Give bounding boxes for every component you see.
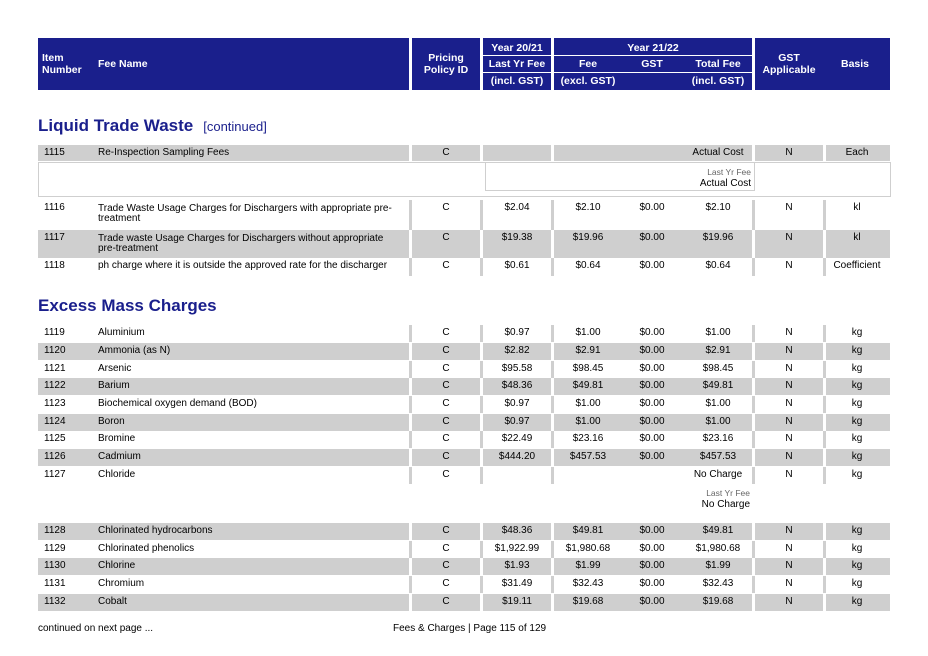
cell-last-yr-fee: $0.61 <box>504 260 530 271</box>
cell-total-fee: $1.99 <box>705 560 731 571</box>
cell-policy: C <box>442 433 450 444</box>
cell-last-yr-fee: $2.04 <box>504 202 530 213</box>
cell-basis: kg <box>851 451 863 462</box>
cell-gst: $0.00 <box>639 232 665 243</box>
cell-fee: $49.81 <box>572 525 604 536</box>
header-rule <box>554 72 752 73</box>
cell-gst: $0.00 <box>639 202 665 213</box>
cell-policy: C <box>442 363 450 374</box>
cell-fee-name: Aluminium <box>98 327 145 338</box>
cell-item: 1119 <box>44 327 65 338</box>
cell-last-yr-fee: $19.11 <box>502 596 532 607</box>
cell-policy: C <box>442 416 450 427</box>
cell-gst: $0.00 <box>639 327 665 338</box>
cell-basis: kg <box>851 525 863 536</box>
cell-fee: $1.00 <box>575 327 601 338</box>
cell-policy: C <box>442 543 450 554</box>
cell-total-fee: $19.96 <box>702 232 734 243</box>
cell-basis: Coefficient <box>833 260 881 271</box>
cell-total-fee: $1.00 <box>705 398 731 409</box>
cell-gst-applicable: N <box>785 543 793 554</box>
cell-fee: $49.81 <box>572 380 604 391</box>
cell-fee-name: Ammonia (as N) <box>98 345 171 356</box>
cell-basis: kg <box>851 469 863 480</box>
cell-last-yr-fee: $444.20 <box>498 451 536 462</box>
cell-last-yr-fee: $31.49 <box>501 578 533 589</box>
note-label: Last Yr Fee <box>706 488 750 498</box>
cell-fee: $32.43 <box>572 578 604 589</box>
cell-item: 1129 <box>44 543 66 554</box>
table-row <box>38 431 890 448</box>
cell-item: 1124 <box>44 416 66 427</box>
header-gst: GST <box>641 58 663 70</box>
cell-fee: $2.10 <box>575 202 601 213</box>
cell-policy: C <box>442 380 450 391</box>
cell-fee: $2.91 <box>575 345 601 356</box>
cell-last-yr-fee: $19.38 <box>501 232 533 243</box>
table-row <box>38 576 890 593</box>
cell-fee: $1.00 <box>575 398 601 409</box>
header-year-2122: Year 21/22 <box>627 42 679 54</box>
cell-fee: $1.99 <box>575 560 601 571</box>
cell-last-yr-fee: $48.36 <box>501 525 533 536</box>
cell-fee: $1.00 <box>575 416 601 427</box>
cell-item: 1132 <box>44 596 66 607</box>
cell-basis: kg <box>851 543 863 554</box>
table-row <box>38 558 890 575</box>
table-row <box>38 145 890 161</box>
footer-page: Fees & Charges | Page 115 of 129 <box>393 623 547 634</box>
note-value: No Charge <box>701 499 750 510</box>
cell-policy: C <box>442 260 450 271</box>
header-year-2021: Year 20/21 <box>491 42 543 54</box>
header-incl-gst-total: (incl. GST) <box>691 75 745 87</box>
cell-item: 1115 <box>44 147 65 158</box>
cell-total-fee: $0.64 <box>705 260 731 271</box>
cell-basis: kg <box>851 578 863 589</box>
cell-policy: C <box>442 202 450 213</box>
cell-gst: $0.00 <box>639 543 665 554</box>
header-fee: Fee <box>578 58 598 70</box>
cell-gst-applicable: N <box>785 560 793 571</box>
cell-gst-applicable: N <box>785 416 793 427</box>
cell-policy: C <box>442 451 450 462</box>
cell-item: 1125 <box>44 433 66 444</box>
cell-fee-name: Bromine <box>98 433 136 444</box>
cell-gst: $0.00 <box>639 578 665 589</box>
cell-item: 1122 <box>44 380 66 391</box>
column-divider <box>480 145 483 161</box>
table-row <box>38 467 890 484</box>
cell-fee: $19.96 <box>572 232 604 243</box>
table-row <box>38 200 890 230</box>
cell-total-fee: $1,980.68 <box>695 543 741 554</box>
cell-policy: C <box>442 147 450 158</box>
cell-item: 1117 <box>44 232 65 243</box>
cell-basis: Each <box>845 147 869 158</box>
table-row <box>38 361 890 378</box>
table-row <box>38 541 890 558</box>
cell-gst-applicable: N <box>785 327 793 338</box>
header-pricing-policy: Pricing Policy ID <box>423 52 469 76</box>
note-value: Actual Cost <box>699 178 751 189</box>
cell-policy: C <box>442 398 450 409</box>
cell-last-yr-fee: $22.49 <box>501 433 533 444</box>
cell-fee-name: Trade Waste Usage Charges for Dischargers with appropriate pre-treatment <box>98 203 392 224</box>
header-rule <box>554 55 752 56</box>
cell-total-fee: $1.00 <box>705 416 731 427</box>
header-fee-name: Fee Name <box>98 58 148 70</box>
cell-policy: C <box>442 232 450 243</box>
cell-fee-name: Chlorinated phenolics <box>98 543 195 554</box>
cell-gst: $0.00 <box>639 363 665 374</box>
cell-item: 1126 <box>44 451 66 462</box>
cell-total-fee: $457.53 <box>699 451 737 462</box>
cell-gst-applicable: N <box>785 345 793 356</box>
cell-basis: kl <box>853 232 861 243</box>
header-total-fee: Total Fee <box>695 58 741 70</box>
cell-basis: kg <box>851 345 863 356</box>
cell-policy: C <box>442 596 450 607</box>
cell-fee-name: Chromium <box>98 578 145 589</box>
cell-item: 1120 <box>44 345 66 356</box>
cell-gst-applicable: N <box>785 451 793 462</box>
cell-fee-name: Trade waste Usage Charges for Dischargers without appropriate pre-treatment <box>98 233 384 254</box>
cell-basis: kg <box>851 433 863 444</box>
cell-total-fee: $49.81 <box>702 380 734 391</box>
cell-gst: $0.00 <box>639 260 665 271</box>
cell-gst-applicable: N <box>785 363 793 374</box>
cell-policy: C <box>442 525 450 536</box>
cell-gst-applicable: N <box>785 260 793 271</box>
cell-gst: $0.00 <box>639 433 665 444</box>
cell-item: 1123 <box>44 398 66 409</box>
column-divider <box>480 467 483 484</box>
cell-fee-name: ph charge where it is outside the approved rate for the discharger <box>98 260 388 271</box>
header-item-number: Item Number <box>42 52 82 76</box>
cell-total-fee: $2.10 <box>705 202 731 213</box>
cell-gst: $0.00 <box>639 525 665 536</box>
cell-basis: kg <box>851 380 863 391</box>
cell-fee: $98.45 <box>572 363 604 374</box>
table-row <box>38 449 890 466</box>
table-row <box>38 378 890 395</box>
cell-policy: C <box>442 327 450 338</box>
continued-label: [continued] <box>203 119 267 134</box>
cell-item: 1127 <box>44 469 66 480</box>
column-divider <box>551 145 554 161</box>
cell-gst-applicable: N <box>785 469 793 480</box>
cell-fee: $23.16 <box>572 433 604 444</box>
cell-item: 1116 <box>44 202 65 213</box>
cell-total-fee: $19.68 <box>702 596 734 607</box>
cell-last-yr-fee: $1,922.99 <box>494 543 540 554</box>
cell-gst-applicable: N <box>785 525 793 536</box>
cell-gst-applicable: N <box>785 147 793 158</box>
cell-basis: kg <box>851 398 863 409</box>
cell-item: 1121 <box>44 363 66 374</box>
cell-gst-applicable: N <box>785 202 793 213</box>
cell-item: 1128 <box>44 525 66 536</box>
note-label: Last Yr Fee <box>707 167 751 177</box>
cell-fee-name: Re-Inspection Sampling Fees <box>98 147 230 158</box>
section-title-liquid-trade-waste: Liquid Trade Waste [continued] <box>38 116 267 135</box>
cell-policy: C <box>442 345 450 356</box>
header-last-yr-fee: Last Yr Fee <box>488 58 546 70</box>
header-basis: Basis <box>840 58 870 70</box>
cell-last-yr-fee: $0.97 <box>504 327 530 338</box>
footer-continued: continued on next page ... <box>38 623 154 634</box>
table-row <box>38 325 890 342</box>
last-yr-fee-note <box>38 484 889 522</box>
cell-basis: kg <box>851 416 863 427</box>
cell-fee: $457.53 <box>569 451 607 462</box>
table-row <box>38 414 890 431</box>
cell-gst: $0.00 <box>639 560 665 571</box>
cell-gst-applicable: N <box>785 578 793 589</box>
cell-total-fee: $98.45 <box>702 363 734 374</box>
cell-total-fee: Actual Cost <box>692 147 744 158</box>
cell-gst: $0.00 <box>639 380 665 391</box>
header-rule <box>483 55 551 56</box>
cell-last-yr-fee: $0.97 <box>504 416 530 427</box>
cell-gst-applicable: N <box>785 398 793 409</box>
cell-last-yr-fee: $0.97 <box>504 398 530 409</box>
cell-total-fee: $23.16 <box>702 433 734 444</box>
cell-basis: kl <box>853 202 861 213</box>
cell-fee: $0.64 <box>575 260 601 271</box>
cell-gst: $0.00 <box>639 451 665 462</box>
note-content <box>599 167 751 189</box>
cell-policy: C <box>442 560 450 571</box>
cell-gst: $0.00 <box>639 596 665 607</box>
header-gst-applicable: GST Applicable <box>762 52 816 76</box>
section-title-excess-mass: Excess Mass Charges <box>38 296 217 315</box>
table-row <box>38 396 890 413</box>
cell-gst-applicable: N <box>785 433 793 444</box>
header-excl-gst: (excl. GST) <box>560 75 616 87</box>
cell-policy: C <box>442 578 450 589</box>
cell-gst: $0.00 <box>639 398 665 409</box>
table-row <box>38 258 890 276</box>
last-yr-fee-note <box>38 162 891 197</box>
cell-fee-name: Chloride <box>98 469 136 480</box>
cell-fee-name: Barium <box>98 380 130 391</box>
cell-total-fee: $1.00 <box>705 327 731 338</box>
column-divider <box>551 467 554 484</box>
cell-fee-name: Boron <box>98 416 125 427</box>
cell-total-fee: $32.43 <box>702 578 734 589</box>
cell-last-yr-fee: $95.58 <box>501 363 533 374</box>
cell-total-fee: $49.81 <box>702 525 734 536</box>
cell-gst: $0.00 <box>639 345 665 356</box>
header-incl-gst: (incl. GST) <box>490 75 544 87</box>
cell-basis: kg <box>851 363 863 374</box>
cell-item: 1118 <box>44 260 65 271</box>
cell-last-yr-fee: $48.36 <box>501 380 533 391</box>
header-rule <box>483 72 551 73</box>
cell-fee: $19.68 <box>572 596 604 607</box>
cell-basis: kg <box>851 596 863 607</box>
cell-fee-name: Cadmium <box>98 451 141 462</box>
cell-item: 1131 <box>44 578 66 589</box>
cell-gst-applicable: N <box>785 380 793 391</box>
cell-last-yr-fee: $2.82 <box>504 345 530 356</box>
cell-total-fee: No Charge <box>693 469 743 480</box>
cell-gst-applicable: N <box>785 232 793 243</box>
table-row <box>38 523 890 540</box>
cell-fee-name: Biochemical oxygen demand (BOD) <box>98 398 257 409</box>
table-row <box>38 594 890 611</box>
cell-fee-name: Chlorinated hydrocarbons <box>98 525 213 536</box>
cell-fee-name: Chlorine <box>98 560 136 571</box>
cell-fee-name: Cobalt <box>98 596 127 607</box>
cell-gst: $0.00 <box>639 416 665 427</box>
cell-policy: C <box>442 469 450 480</box>
table-row <box>38 230 890 258</box>
cell-total-fee: $2.91 <box>705 345 731 356</box>
cell-gst-applicable: N <box>785 596 793 607</box>
table-row <box>38 343 890 360</box>
cell-basis: kg <box>851 327 863 338</box>
cell-basis: kg <box>851 560 863 571</box>
cell-last-yr-fee: $1.93 <box>504 560 530 571</box>
note-content <box>598 488 750 510</box>
cell-fee: $1,980.68 <box>565 543 611 554</box>
cell-fee-name: Arsenic <box>98 363 132 374</box>
cell-item: 1130 <box>44 560 66 571</box>
